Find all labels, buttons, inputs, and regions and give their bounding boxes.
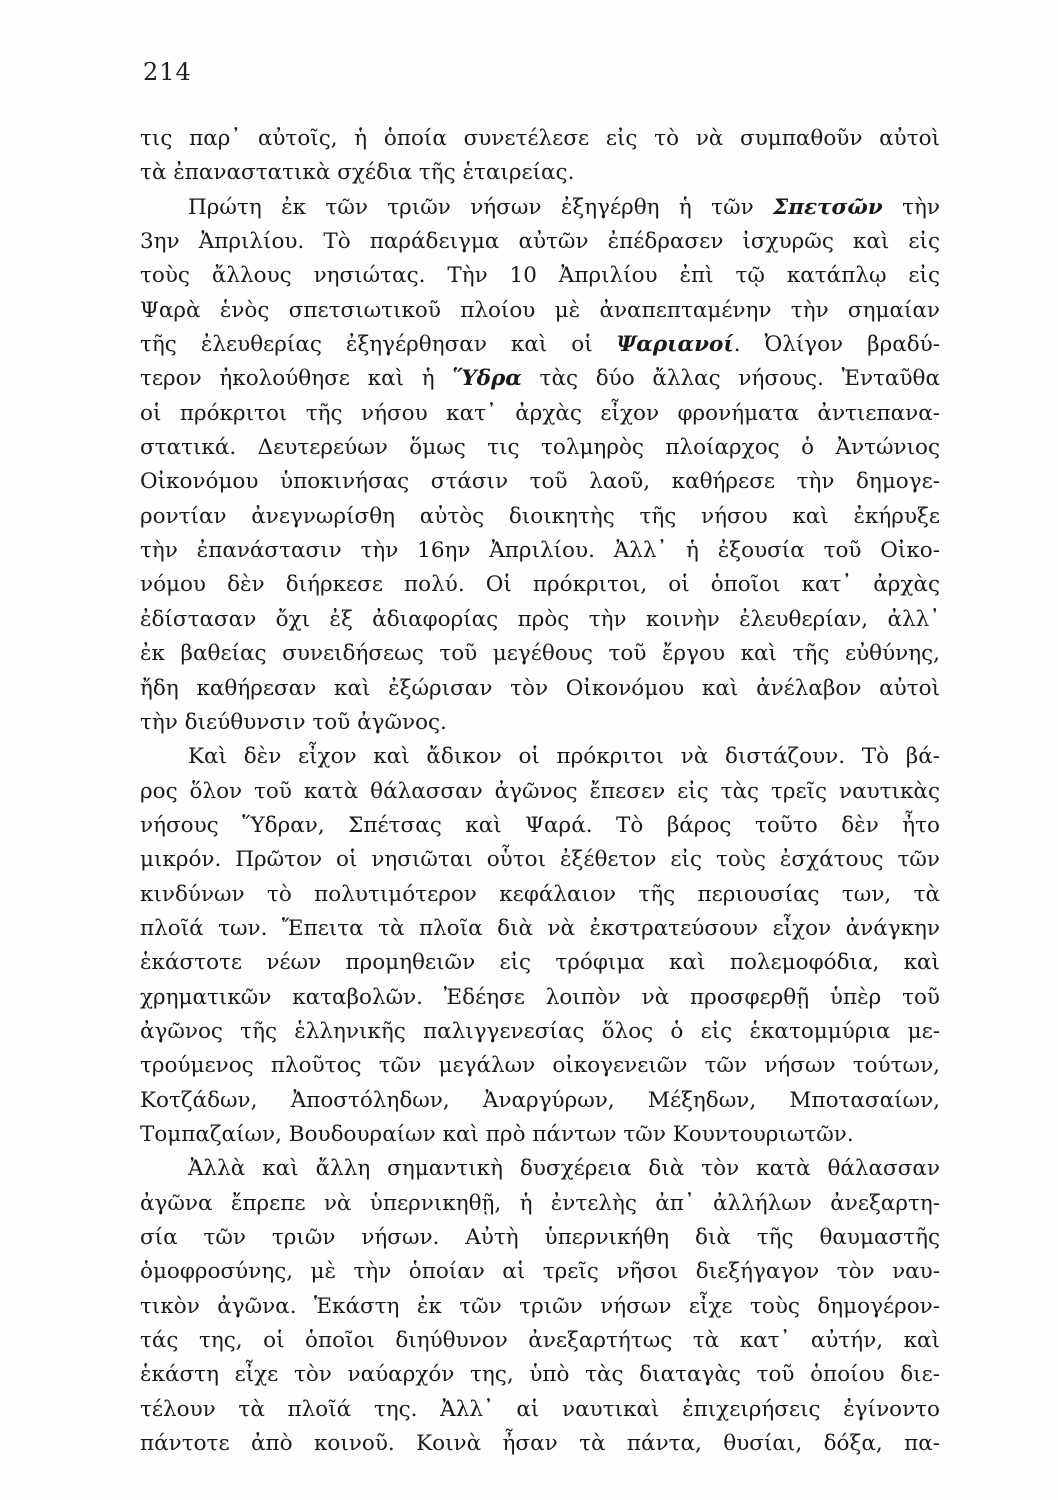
text-line: μικρόν. Πρῶτον οἱ νησιῶται οὗτοι ἐξέθετον εἰς τοὺς ἐσχάτους τῶν xyxy=(140,847,940,873)
text-line: Τομπαζαίων, Βουδουραίων καὶ πρὸ πάντων τῶν Κουντουριωτῶν. xyxy=(140,1121,854,1147)
text-line: πλοῖά των. Ἔπειτα τὰ πλοῖα διὰ νὰ ἐκστρατεύσουν εἶχον ἀνάγκην xyxy=(140,915,940,941)
text-segment: τῆς ἐλευθερίας ἐξηγέρθησαν καὶ οἱ xyxy=(140,332,617,358)
text-line: Κοτζάδων, Ἀποστόληδων, Ἀναργύρων, Μέξηδων, Μποτασαίων, xyxy=(140,1087,940,1113)
text-line: ἀγῶνα ἔπρεπε νὰ ὑπερνικηθῇ, ἡ ἐντελὴς ἀπ᾽ ἀλλήλων ἀνεξαρτη- xyxy=(140,1190,940,1216)
text-line: τὴν διεύθυνσιν τοῦ ἀγῶνος. xyxy=(140,709,447,735)
text-line: Καὶ δὲν εἶχον καὶ ἄδικον οἱ πρόκριτοι νὰ διστάζουν. Τὸ βά- xyxy=(188,744,940,770)
text-segment: τερον ἠκολούθησε καὶ ἡ xyxy=(140,366,453,392)
text-line: τὴν ἐπανάστασιν τὴν 16ην Ἀπριλίου. Ἀλλ᾽ ἡ ἐξουσία τοῦ Οἰκο- xyxy=(140,538,940,564)
text-line: στατικά. Δευτερεύων ὅμως τις τολμηρὸς πλοίαρχος ὁ Ἀντώνιος xyxy=(140,435,940,461)
emphasized-place-name: Ψαριανοί xyxy=(616,332,734,358)
text-line: νήσους Ὕδραν, Σπέτσας καὶ Ψαρά. Τὸ βάρος τοῦτο δὲν ἦτο xyxy=(140,812,940,838)
text-line: τρούμενος πλοῦτος τῶν μεγάλων οἰκογενειῶν τῶν νήσων τούτων, xyxy=(140,1053,940,1079)
text-line: ρος ὅλον τοῦ κατὰ θάλασσαν ἀγῶνος ἔπεσεν εἰς τὰς τρεῖς ναυτικὰς xyxy=(140,778,940,804)
text-line: ἑκάστη εἶχε τὸν ναύαρχόν της, ὑπὸ τὰς διαταγὰς τοῦ ὁποίου διε- xyxy=(140,1362,940,1388)
text-line: οἱ πρόκριτοι τῆς νήσου κατ᾽ ἀρχὰς εἶχον φρονήματα ἀντιεπανα- xyxy=(140,400,940,426)
text-line: κινδύνων τὸ πολυτιμότερον κεφάλαιον τῆς περιουσίας των, τὰ xyxy=(140,881,940,907)
body-text xyxy=(140,122,940,1461)
text-line: τάς της, οἱ ὁποῖοι διηύθυνον ἀνεξαρτήτως τὰ κατ᾽ αὐτήν, καὶ xyxy=(140,1328,940,1354)
page-number: 214 xyxy=(143,58,192,86)
text-line: τὰ ἐπαναστατικὰ σχέδια τῆς ἑταιρείας. xyxy=(140,160,575,186)
text-line: Ψαρὰ ἑνὸς σπετσιωτικοῦ πλοίου μὲ ἀναπεπταμένην τὴν σημαίαν xyxy=(140,297,940,323)
text-segment: τὰς δύο ἄλλας νήσους. Ἐνταῦθα xyxy=(521,366,940,392)
text-line xyxy=(140,362,940,396)
emphasized-place-name: Σπετσῶν xyxy=(773,194,883,220)
text-line: τοὺς ἄλλους νησιώτας. Τὴν 10 Ἀπριλίου ἐπὶ τῷ κατάπλῳ εἰς xyxy=(140,263,940,289)
text-segment: τὴν xyxy=(882,194,940,220)
text-line: ἀγῶνος τῆς ἑλληνικῆς παλιγγενεσίας ὅλος ὁ εἰς ἑκατομμύρια με- xyxy=(140,1018,940,1044)
text-line: τις παρ᾽ αὐτοῖς, ἡ ὁποία συνετέλεσε εἰς τὸ νὰ συμπαθοῦν αὐτοὶ xyxy=(140,126,940,151)
text-line: ἑκάστοτε νέων προμηθειῶν εἰς τρόφιμα καὶ πολεμοφόδια, καὶ xyxy=(140,950,940,976)
text-line: χρηματικῶν καταβολῶν. Ἐδέησε λοιπὸν νὰ προσφερθῇ ὑπὲρ τοῦ xyxy=(140,984,940,1010)
text-line: πάντοτε ἀπὸ κοινοῦ. Κοινὰ ἦσαν τὰ πάντα, θυσίαι, δόξα, πα- xyxy=(140,1431,940,1457)
text-line: 3ην Ἀπριλίου. Τὸ παράδειγμα αὐτῶν ἐπέδρασεν ἰσχυρῶς καὶ εἰς xyxy=(140,229,940,255)
text-line: σία τῶν τριῶν νήσων. Αὐτὴ ὑπερνικήθη διὰ τῆς θαυμαστῆς xyxy=(140,1225,940,1250)
text-line: ἐδίστασαν ὄχι ἐξ ἀδιαφορίας πρὸς τὴν κοινὴν ἐλευθερίαν, ἀλλ᾽ xyxy=(140,606,940,632)
text-line: ὁμοφροσύνης, μὲ τὴν ὁποίαν αἱ τρεῖς νῆσοι διεξήγαγον τὸν ναυ- xyxy=(140,1259,940,1285)
text-line: ἤδη καθήρεσαν καὶ ἐξώρισαν τὸν Οἰκονόμου καὶ ἀνέλαβον αὐτοὶ xyxy=(140,675,940,701)
text-line: Ἀλλὰ καὶ ἄλλη σημαντικὴ δυσχέρεια διὰ τὸν κατὰ θάλασσαν xyxy=(188,1156,940,1182)
text-line: ροντίαν ἀνεγνωρίσθη αὐτὸς διοικητὴς τῆς νήσου καὶ ἐκήρυξε xyxy=(140,503,940,529)
text-segment: Πρώτη ἐκ τῶν τριῶν νήσων ἐξηγέρθη ἡ τῶν xyxy=(188,194,774,220)
text-line: Οἰκονόμου ὑποκινήσας στάσιν τοῦ λαοῦ, καθήρεσε τὴν δημογε- xyxy=(140,469,940,495)
text-segment: . Ὀλίγον βραδύ- xyxy=(733,332,940,358)
text-line: τέλουν τὰ πλοῖά της. Ἀλλ᾽ αἱ ναυτικαὶ ἐπιχειρήσεις ἐγίνοντο xyxy=(140,1396,940,1422)
emphasized-place-name: Ὕδρα xyxy=(452,366,522,392)
text-line: νόμου δὲν διήρκεσε πολύ. Οἱ πρόκριτοι, οἱ ὁποῖοι κατ᾽ ἀρχὰς xyxy=(140,572,940,598)
text-line: τικὸν ἀγῶνα. Ἑκάστη ἐκ τῶν τριῶν νήσων εἶχε τοὺς δημογέρον- xyxy=(140,1293,940,1319)
text-line: ἐκ βαθείας συνειδήσεως τοῦ μεγέθους τοῦ ἔργου καὶ τῆς εὐθύνης, xyxy=(140,641,940,667)
text-line xyxy=(140,191,940,225)
text-line xyxy=(140,328,940,362)
